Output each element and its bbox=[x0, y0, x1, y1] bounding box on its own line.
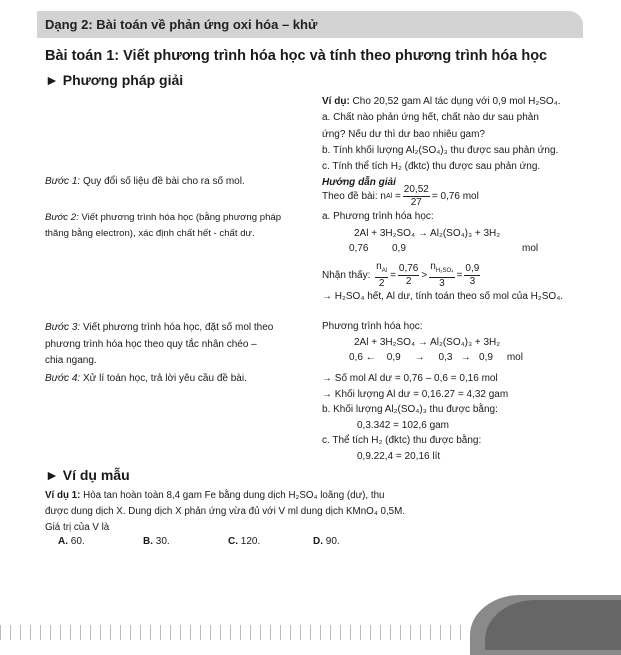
mol-unit: mol bbox=[522, 243, 539, 254]
option-c[interactable]: C. 120. bbox=[228, 536, 261, 547]
example-question: Ví dụ: Cho 20,52 gam Al tác dụng với 0,9 mol H₂SO₄. a. Chất nào phản ứng hết, chất nào dư sau phản ứng? Nếu dư thì dư bao nhiêu gam? b. Tính khối lượng Al₂(SO₄)₃ thu được sau phản ứng. c. Tính thể tích H₂ (đktc) thu được sau phản ứng. Hướng dẫn giải bbox=[322, 96, 561, 189]
section-header-band bbox=[37, 11, 583, 38]
bottom-ruler-decoration bbox=[0, 625, 470, 640]
equation-2-title: Phương trình hóa học: bbox=[322, 321, 423, 332]
step-3: Bước 3: Viết phương trình hóa học, đặt số mol theo phương trình hóa học theo quy tắc nhân chéo – chia ngang. bbox=[45, 322, 274, 366]
sample-question: Ví dụ 1: Hòa tan hoàn toàn 8,4 gam Fe bằng dung dịch H₂SO₄ loãng (dư), thu được dung dịch X. Dung dịch X phản ứng vừa đủ với V ml dung dịch KMnO₄ 0,5M. Giá trị của V là bbox=[45, 490, 406, 533]
section-title: Dạng 2: Bài toán về phản ứng oxi hóa – khử bbox=[45, 17, 318, 32]
equation-1: 2Al + 3H₂SO₄ → Al₂(SO₄)₃ + 3H₂ bbox=[354, 228, 501, 239]
problem-title: Bài toán 1: Viết phương trình hóa học và tính theo phương trình hóa học bbox=[45, 48, 548, 64]
step-2: Bước 2: Viết phương trình hóa học (bằng phương pháp thăng bằng electron), xác định chất hết - chất dư. bbox=[45, 212, 282, 239]
step-4: Bước 4: Xử lí toán học, trả lời yêu cầu đề bài. bbox=[45, 373, 247, 384]
page-tab-inner bbox=[485, 600, 621, 650]
solution-steps: → Số mol Al dư = 0,76 – 0,6 = 0,16 mol → Khối lượng Al dư = 0,16.27 = 4,32 gam b. Khối lượng Al₂(SO₄)₃ thu được bằng: 0,3.342 = 102,6 gam c. Thể tích H₂ (đktc) thu được bằng: 0,9.22,4 = 20,16 lít bbox=[322, 373, 509, 462]
step-1: Bước 1: Quy đổi số liệu đề bài cho ra số mol. bbox=[45, 176, 245, 187]
conclusion: → H₂SO₄ hết, Al dư, tính toán theo số mol của H₂SO₄. bbox=[322, 291, 564, 302]
sample-heading: ► Ví dụ mẫu bbox=[45, 467, 130, 483]
mol-al-calc: Theo đề bài: n Al = $\frac{20,52}{27}$ = 0,76 mol bbox=[322, 184, 479, 208]
equation-2: 2Al + 3H₂SO₄ → Al₂(SO₄)₃ + 3H₂ bbox=[354, 337, 501, 348]
mol-h2so4: 0,9 bbox=[392, 243, 406, 254]
part-a-title: a. Phương trình hóa học: bbox=[322, 211, 434, 222]
ratio-compare: Nhận thấy: $\frac{n_{Al}}{2}$ = $\frac{0,76}{2}$ > $\frac{n_{H_2SO_4}}{3}$ = $\frac{0,9}{3}$ bbox=[322, 261, 480, 289]
page-number: 85 bbox=[557, 573, 574, 590]
option-d[interactable]: D. 90. bbox=[313, 536, 340, 547]
method-heading: ► Phương pháp giải bbox=[45, 72, 184, 88]
option-b[interactable]: B. 30. bbox=[143, 536, 170, 547]
mol-al: 0,76 bbox=[349, 243, 369, 254]
option-a[interactable]: A. 60. bbox=[58, 536, 85, 547]
mol-row-2: 0,6 ← 0,9 → 0,3 → 0,9 mol bbox=[349, 352, 523, 363]
